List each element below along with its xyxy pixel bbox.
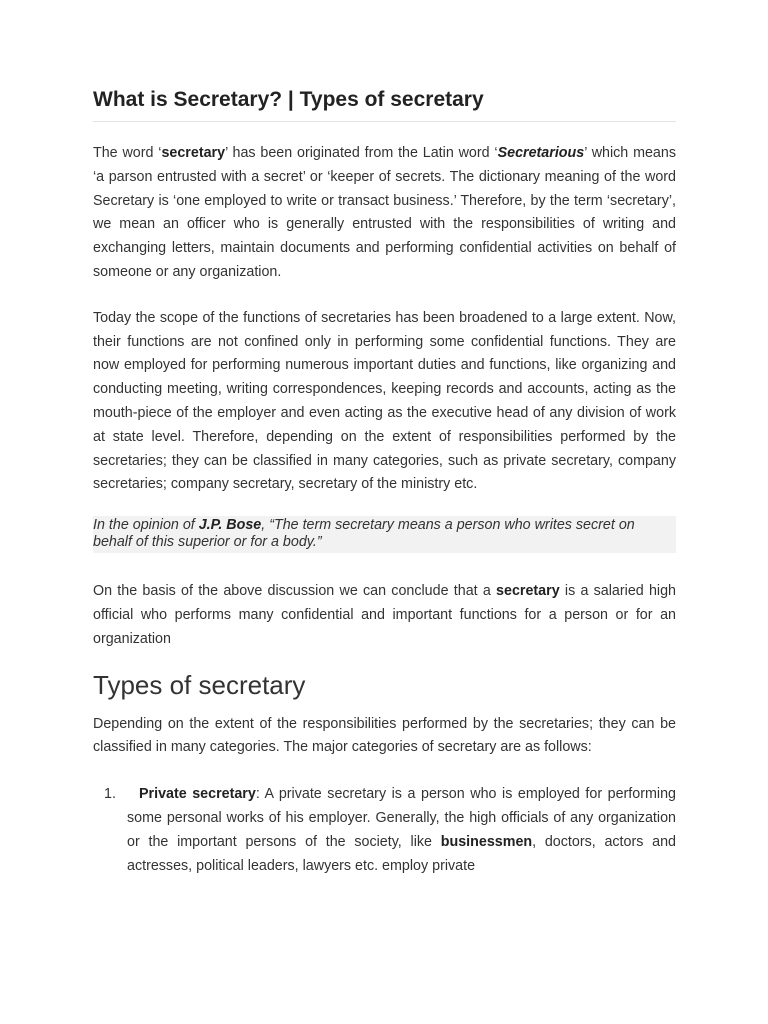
term-businessmen: businessmen — [440, 834, 533, 851]
types-intro-paragraph: Depending on the extent of the responsibilities performed by the secretaries; they can be classified in many categories. The major categories of secretary are as follows: — [93, 715, 676, 756]
article — [93, 86, 676, 878]
list-item-lead: Private secretary — [139, 786, 256, 803]
intro-paragraph: The word ‘secretary’ has been originated from the Latin word ‘Secretarious’ which means ‘a parson entrusted with a secret’ or ‘keeper of secrets. The dictionary meaning of the word Secretary is ‘one employed to write or transact business.’ Therefore, by the term ‘secretary’, we mean an officer who is generally entrusted with the responsibilities of writing and exchanging letters, maintain documents and performing confidential activities on behalf of someone or any organization. — [93, 145, 676, 280]
types-list — [93, 782, 676, 878]
list-item-number: 1. — [104, 786, 116, 803]
scope-paragraph: Today the scope of the functions of secretaries has been broadened to a large extent. Now, their functions are not confined only in performing some confidential functions. They are now employed for performing numerous important duties and functions, like organizing and conducting meeting, writing correspondences, keeping records and accounts, acting as the mouth-piece of the employer and even acting as the executive head of any division of work at state level. Therefore, depending on the extent of responsibilities performed by the secretaries; they can be classified in many categories, such as private secretary, company secretaries; company secretary, secretary of the ministry etc. — [93, 309, 676, 493]
term-secretarious: Secretarious — [497, 145, 585, 161]
term-secretary-bold: secretary — [496, 583, 560, 600]
page-title: What is Secretary? | Types of secretary — [93, 86, 676, 122]
types-heading: Types of secretary — [93, 669, 306, 700]
quote-author: J.P. Bose — [198, 517, 262, 534]
conclusion-paragraph: On the basis of the above discussion we can conclude that a secretary is a salaried high official who performs many confidential and important functions for a person or for an organization — [93, 583, 676, 647]
quote-block: In the opinion of J.P. Bose, “The term secretary means a person who writes secret on behalf of this superior or for a body.” — [93, 516, 676, 553]
list-item: 1. Private secretary: A private secretary is a person who is employed for performing some personal works of his employer. Generally, the high officials of any organization or the important persons of the society, like businessmen, doctors, actors and actresses, political leaders, lawyers etc. employ private — [93, 782, 676, 878]
term-secretary: secretary — [161, 145, 226, 161]
